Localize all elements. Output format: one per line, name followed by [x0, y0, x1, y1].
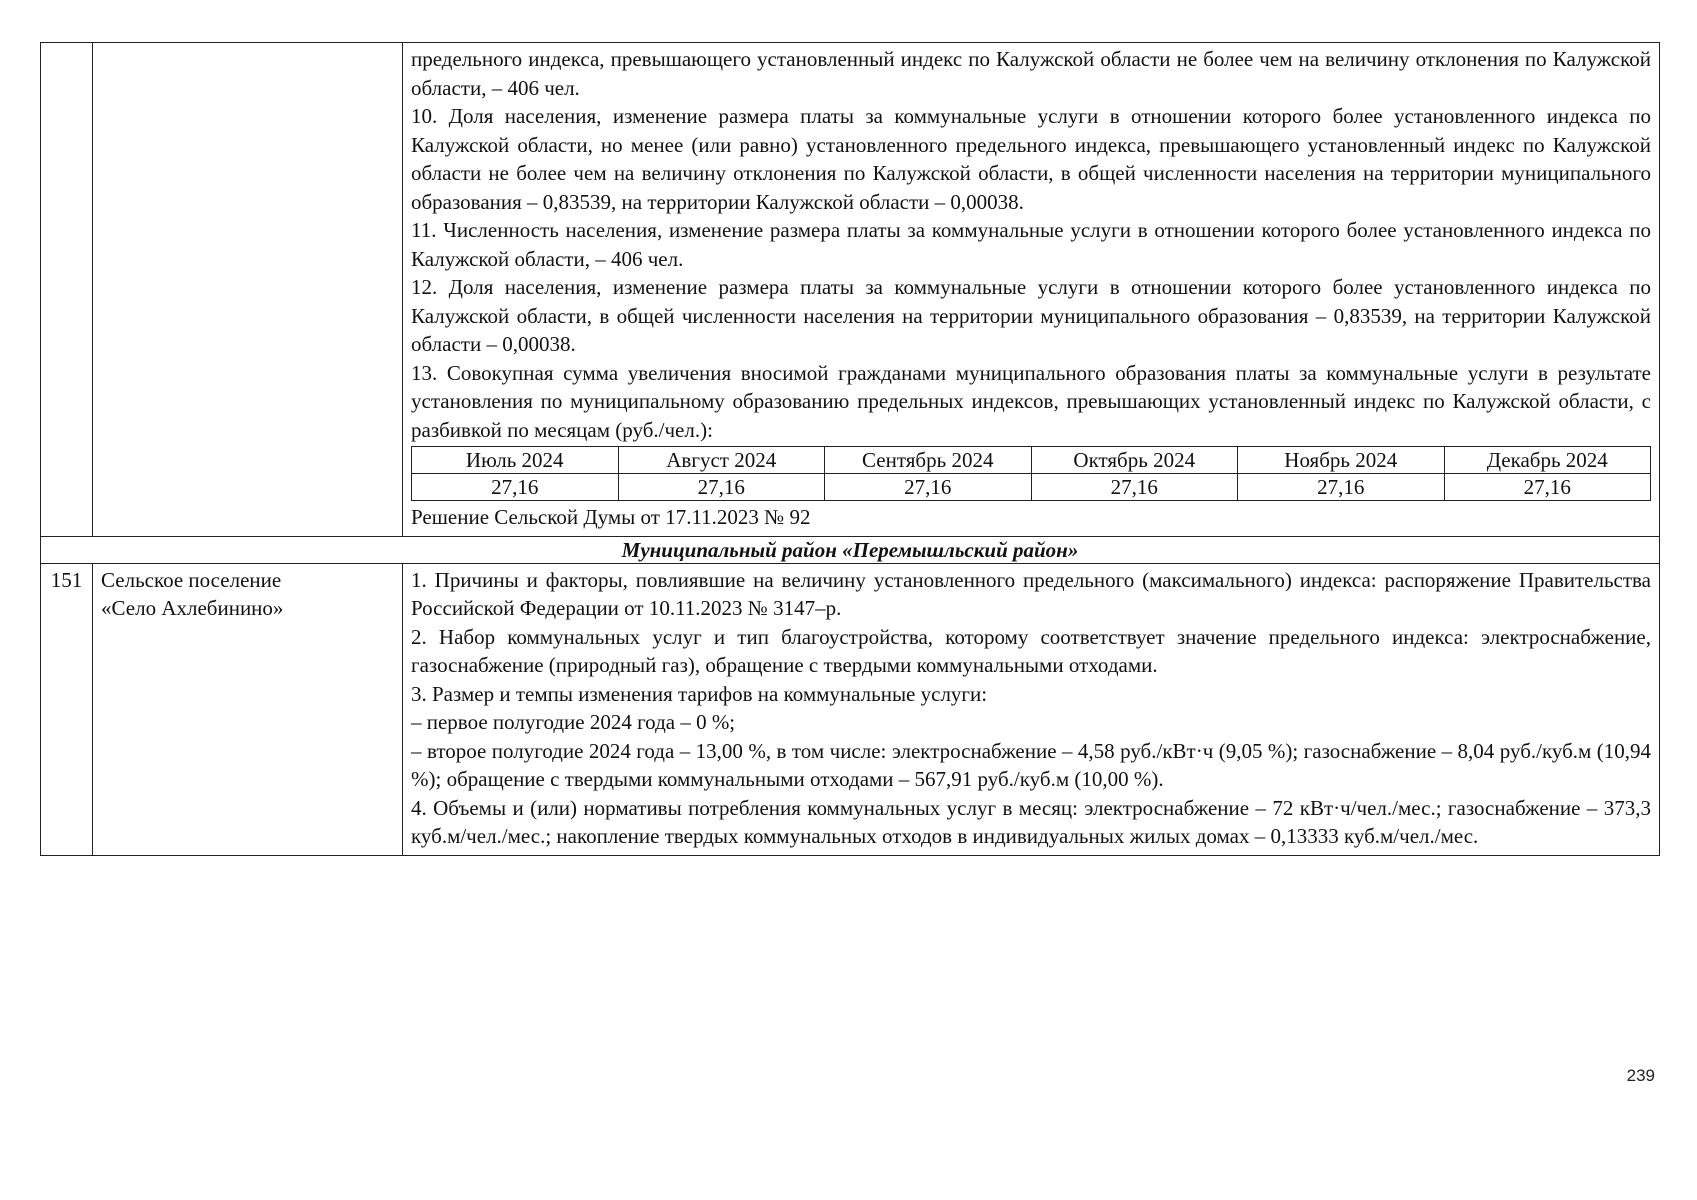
paragraph-12: 12. Доля населения, изменение размера платы за коммунальные услуги в отношении которого более установленного индекса по Калужской области, в общей численности населения на территории муниципального образования – 0,83539, на территории Калужской области – 0,00038. — [411, 275, 1651, 356]
month-header: Сентябрь 2024 — [825, 447, 1032, 474]
month-value: 27,16 — [825, 474, 1032, 501]
month-value: 27,16 — [1031, 474, 1238, 501]
monthly-payment-table — [411, 446, 1651, 501]
month-header: Август 2024 — [618, 447, 825, 474]
row-number: 151 — [41, 563, 93, 855]
paragraph-11: 11. Численность населения, изменение размера платы за коммунальные услуги в отношении которого более установленного индекса по Калужской области, – 406 чел. — [411, 218, 1651, 271]
continued-row-name-cell — [93, 43, 403, 537]
page-number: 239 — [1626, 1066, 1655, 1085]
month-header: Декабрь 2024 — [1444, 447, 1651, 474]
month-header: Ноябрь 2024 — [1238, 447, 1445, 474]
decision-reference: Решение Сельской Думы от 17.11.2023 № 92 — [411, 505, 811, 529]
paragraph-13: 13. Совокупная сумма увеличения вносимой гражданами муниципального образования платы за коммунальные услуги в результате установления по муниципальному образованию предельных индексов, превышающих установленный индекс по Калужской области, с разбивкой по месяцам (руб./чел.): — [411, 360, 1651, 442]
paragraph-continued: предельного индекса, превышающего установленный индекс по Калужской области не более чем на величину отклонения по Калужской области, – 406 чел. — [411, 47, 1651, 100]
document-table — [40, 42, 1660, 856]
region-header: Муниципальный район «Перемышльский район» — [41, 536, 1660, 563]
month-value: 27,16 — [1238, 474, 1445, 501]
month-header: Июль 2024 — [412, 447, 619, 474]
month-value: 27,16 — [618, 474, 825, 501]
monthly-payment-value-row — [412, 474, 1651, 501]
continued-row-number-cell — [41, 43, 93, 537]
continued-row — [41, 43, 1660, 537]
paragraph-3: 3. Размер и темпы изменения тарифов на коммунальные услуги: — [411, 681, 988, 706]
paragraph-10: 10. Доля населения, изменение размера платы за коммунальные услуги в отношении которого более установленного индекса по Калужской области, но менее (или равно) установленного предельного индекса, превышающего установленный индекс по Калужской области не более чем на величину отклонения по Калужской области, в общей численности населения на территории муниципального образования – 0,83539, на территории Калужской области – 0,00038. — [411, 104, 1651, 214]
row-151-text-cell — [403, 563, 1660, 855]
municipality-type: Сельское поселение — [101, 567, 282, 592]
municipality-name: «Село Ахлебинино» — [101, 596, 284, 620]
monthly-payment-header-row — [412, 447, 1651, 474]
continued-row-text-cell — [403, 43, 1660, 537]
paragraph-3-first-half: – первое полугодие 2024 года – 0 %; — [411, 710, 736, 734]
month-header: Октябрь 2024 — [1031, 447, 1238, 474]
region-header-row — [41, 536, 1660, 563]
month-value: 27,16 — [412, 474, 619, 501]
paragraph-1: 1. Причины и факторы, повлиявшие на величину установленного предельного (максимального) индекса: распоряжение Правительства Российской Федерации от 10.11.2023 № 3147–р. — [411, 567, 1651, 620]
paragraph-2: 2. Набор коммунальных услуг и тип благоустройства, которому соответствует значение предельного индекса: электроснабжение, газоснабжение (природный газ), обращение с твердыми коммунальными отходами. — [411, 624, 1651, 677]
paragraph-4: 4. Объемы и (или) нормативы потребления коммунальных услуг в месяц: электроснабжение – 72 кВт·ч/чел./мес.; газоснабжение – 373,3 куб.м/чел./мес.; накопление твердых коммунальных отходов в индивидуальных жилых домах – 0,13333 куб.м/чел./мес. — [411, 795, 1651, 848]
paragraph-3-second-half: – второе полугодие 2024 года – 13,00 %, в том числе: электроснабжение – 4,58 руб./кВт·ч (9,05 %); газоснабжение – 8,04 руб./куб.м (10,94 %); обращение с твердыми коммунальными отходами – 567,91 руб./куб.м (10,00 %). — [411, 738, 1651, 791]
table-row-151 — [41, 563, 1660, 855]
municipality-name-cell — [93, 563, 403, 855]
month-value: 27,16 — [1444, 474, 1651, 501]
